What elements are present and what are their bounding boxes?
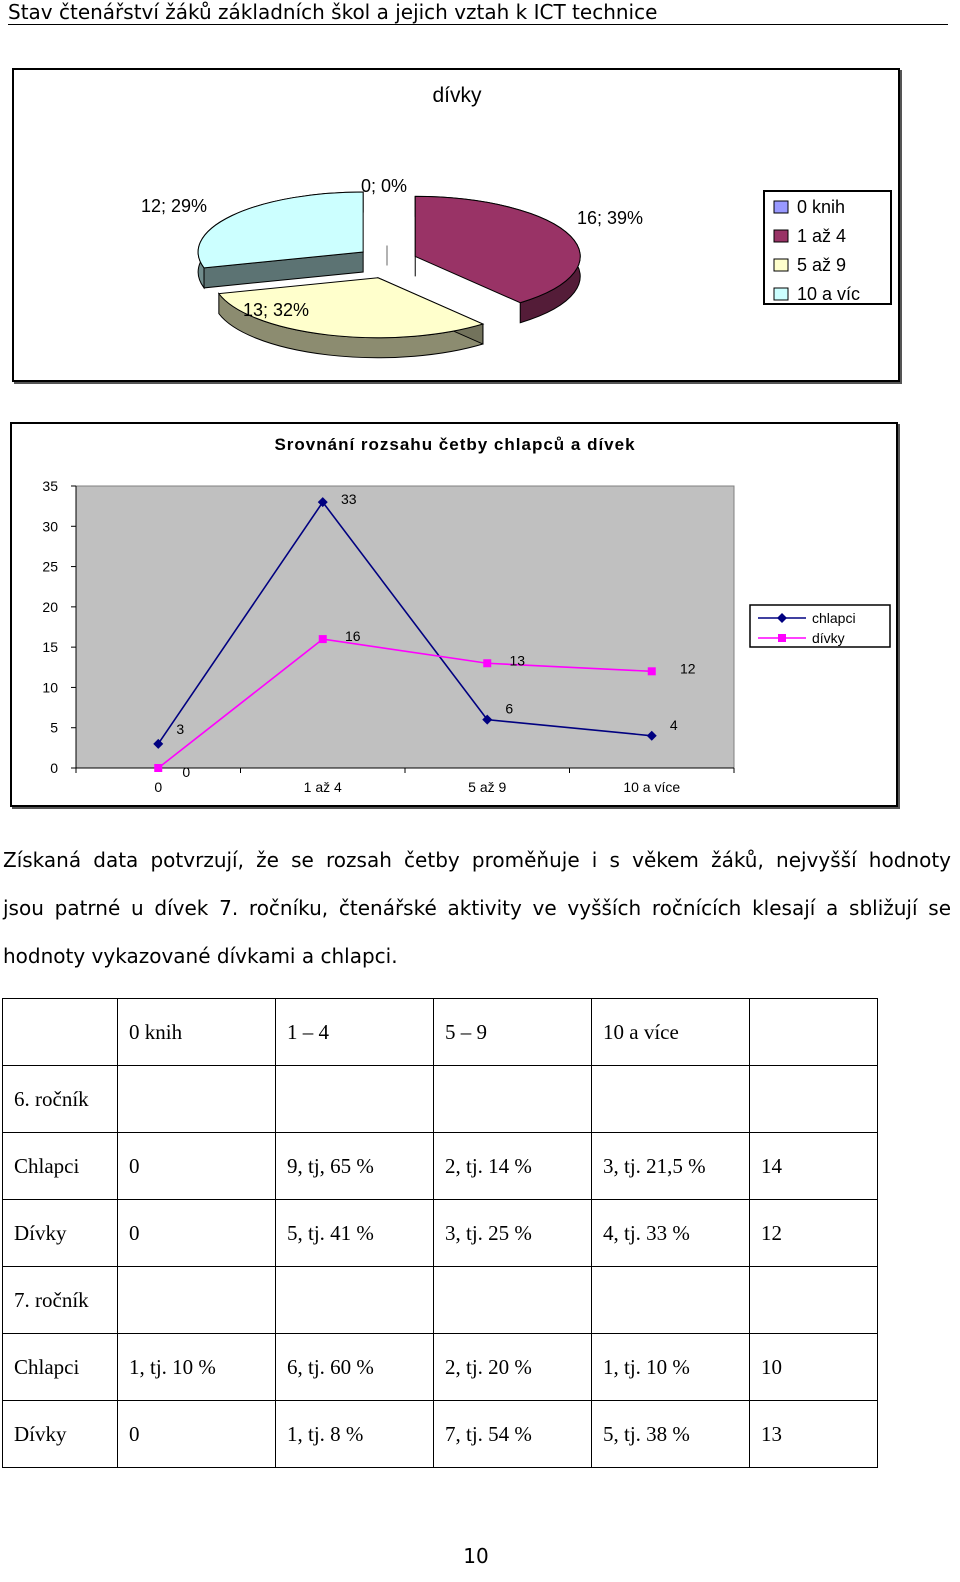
- legend-label: dívky: [812, 630, 845, 646]
- x-tick-label: 5 až 9: [468, 779, 507, 795]
- table-cell: 6. ročník: [3, 1066, 118, 1133]
- table-cell: 1, tj. 10 %: [118, 1334, 276, 1401]
- data-label: 0: [182, 764, 191, 780]
- pie-legend-label: 5 až 9: [797, 255, 847, 275]
- table-header-cell: 10 a více: [592, 999, 750, 1066]
- pie-data-label: 16; 39%: [576, 208, 644, 228]
- table-cell: 10: [750, 1334, 878, 1401]
- pie-legend-swatch: [774, 288, 788, 300]
- table-cell: 6, tj. 60 %: [276, 1334, 434, 1401]
- table-cell: [276, 1267, 434, 1334]
- pie-data-label: 0; 0%: [360, 176, 408, 196]
- x-tick-label: 10 a více: [623, 779, 681, 795]
- data-label: 16: [344, 628, 361, 645]
- table-row: [3, 1267, 878, 1334]
- table-cell: 1, tj. 8 %: [276, 1401, 434, 1468]
- pie-legend-swatch: [774, 230, 788, 242]
- legend-marker: [778, 634, 786, 642]
- table-row: [3, 1066, 878, 1133]
- table-cell: Chlapci: [3, 1133, 118, 1200]
- table-cell: 3, tj. 21,5 %: [592, 1133, 750, 1200]
- plot-area: [76, 486, 734, 768]
- y-tick-label: 10: [42, 679, 58, 696]
- table-cell: Chlapci: [3, 1334, 118, 1401]
- table-cell: [118, 1267, 276, 1334]
- pie-chart-frame: [12, 68, 900, 382]
- table-cell: [276, 1066, 434, 1133]
- table-header-cell: [750, 999, 878, 1066]
- data-label: 4: [669, 716, 678, 733]
- pie-legend-swatch: [774, 201, 788, 213]
- table-header-row: [3, 999, 878, 1066]
- y-tick-label: 25: [42, 558, 58, 575]
- document-title: Stav čtenářství žáků základních škol a jejich vztah k ICT technice: [8, 0, 658, 24]
- table-cell: 7. ročník: [3, 1267, 118, 1334]
- table-cell: 3, tj. 25 %: [434, 1200, 592, 1267]
- pie-data-label: 12; 29%: [140, 196, 208, 216]
- legend-label: chlapci: [812, 610, 856, 626]
- table-cell: 0: [118, 1200, 276, 1267]
- table-cell: [750, 1066, 878, 1133]
- line-chart-title: Srovnání rozsahu četby chlapců a dívek: [274, 435, 636, 454]
- paragraph-line: Získaná data potvrzují, že se rozsah četby proměňuje i s věkem žáků, nejvyšší hodnoty: [3, 848, 951, 872]
- table-cell: 0: [118, 1133, 276, 1200]
- paragraph-line: jsou patrné u dívek 7. ročníku, čtenářské aktivity ve vyšších ročnících klesají a sbližují se: [3, 896, 951, 920]
- table-cell: Dívky: [3, 1200, 118, 1267]
- table-row: [3, 1200, 878, 1267]
- series-marker: [154, 764, 162, 772]
- table-row: [3, 1401, 878, 1468]
- x-tick-label: 1 až 4: [303, 779, 342, 795]
- data-label: 33: [340, 491, 357, 508]
- table-header-cell: [3, 999, 118, 1066]
- table-cell: [750, 1267, 878, 1334]
- y-tick-label: 30: [42, 518, 58, 535]
- table-cell: 7, tj. 54 %: [434, 1401, 592, 1468]
- y-tick-label: 0: [50, 760, 58, 776]
- table-cell: [434, 1267, 592, 1334]
- table-cell: 5, tj. 38 %: [592, 1401, 750, 1468]
- paragraph-line: hodnoty vykazované dívkami a chlapci.: [3, 944, 398, 968]
- table-cell: 4, tj. 33 %: [592, 1200, 750, 1267]
- y-tick-label: 35: [42, 478, 58, 494]
- series-marker: [319, 635, 327, 643]
- pie-chart: [14, 70, 898, 380]
- table-cell: 5, tj. 41 %: [276, 1200, 434, 1267]
- table-cell: [592, 1066, 750, 1133]
- body-paragraph: [3, 836, 951, 980]
- pie-data-label: 13; 32%: [242, 300, 310, 320]
- pie-legend-swatch: [774, 259, 788, 271]
- table-cell: 13: [750, 1401, 878, 1468]
- table-cell: [592, 1267, 750, 1334]
- table-cell: 12: [750, 1200, 878, 1267]
- pie-chart-title: dívky: [432, 84, 482, 107]
- table-row: [3, 1133, 878, 1200]
- pie-legend-label: 0 knih: [797, 197, 846, 217]
- y-tick-label: 15: [42, 639, 58, 656]
- data-label: 13: [509, 652, 526, 669]
- table-header-cell: 1 – 4: [276, 999, 434, 1066]
- table-row: [3, 1334, 878, 1401]
- y-tick-label: 5: [50, 719, 58, 736]
- table-cell: 2, tj. 20 %: [434, 1334, 592, 1401]
- pie-legend: [764, 191, 891, 304]
- data-table: [2, 998, 878, 1468]
- line-chart-frame: [10, 422, 898, 807]
- data-label: 6: [505, 700, 514, 717]
- table-cell: 1, tj. 10 %: [592, 1334, 750, 1401]
- pie-legend-label: 1 až 4: [797, 226, 847, 246]
- pie-slice: [415, 196, 580, 302]
- table-cell: 14: [750, 1133, 878, 1200]
- pie-legend-label: 10 a víc: [797, 284, 861, 304]
- data-label: 12: [679, 660, 696, 677]
- line-chart: [12, 424, 896, 805]
- table-cell: 9, tj, 65 %: [276, 1133, 434, 1200]
- series-marker: [483, 659, 491, 667]
- running-header: [8, 0, 948, 25]
- page-number: 10: [463, 1544, 489, 1568]
- table-cell: Dívky: [3, 1401, 118, 1468]
- series-marker: [648, 667, 656, 675]
- table-header-cell: 0 knih: [118, 999, 276, 1066]
- data-label: 3: [176, 720, 185, 737]
- x-tick-label: 0: [154, 779, 163, 795]
- table-cell: 0: [118, 1401, 276, 1468]
- table-header-cell: 5 – 9: [434, 999, 592, 1066]
- table-cell: 2, tj. 14 %: [434, 1133, 592, 1200]
- table-cell: [434, 1066, 592, 1133]
- y-tick-label: 20: [42, 598, 58, 615]
- table-cell: [118, 1066, 276, 1133]
